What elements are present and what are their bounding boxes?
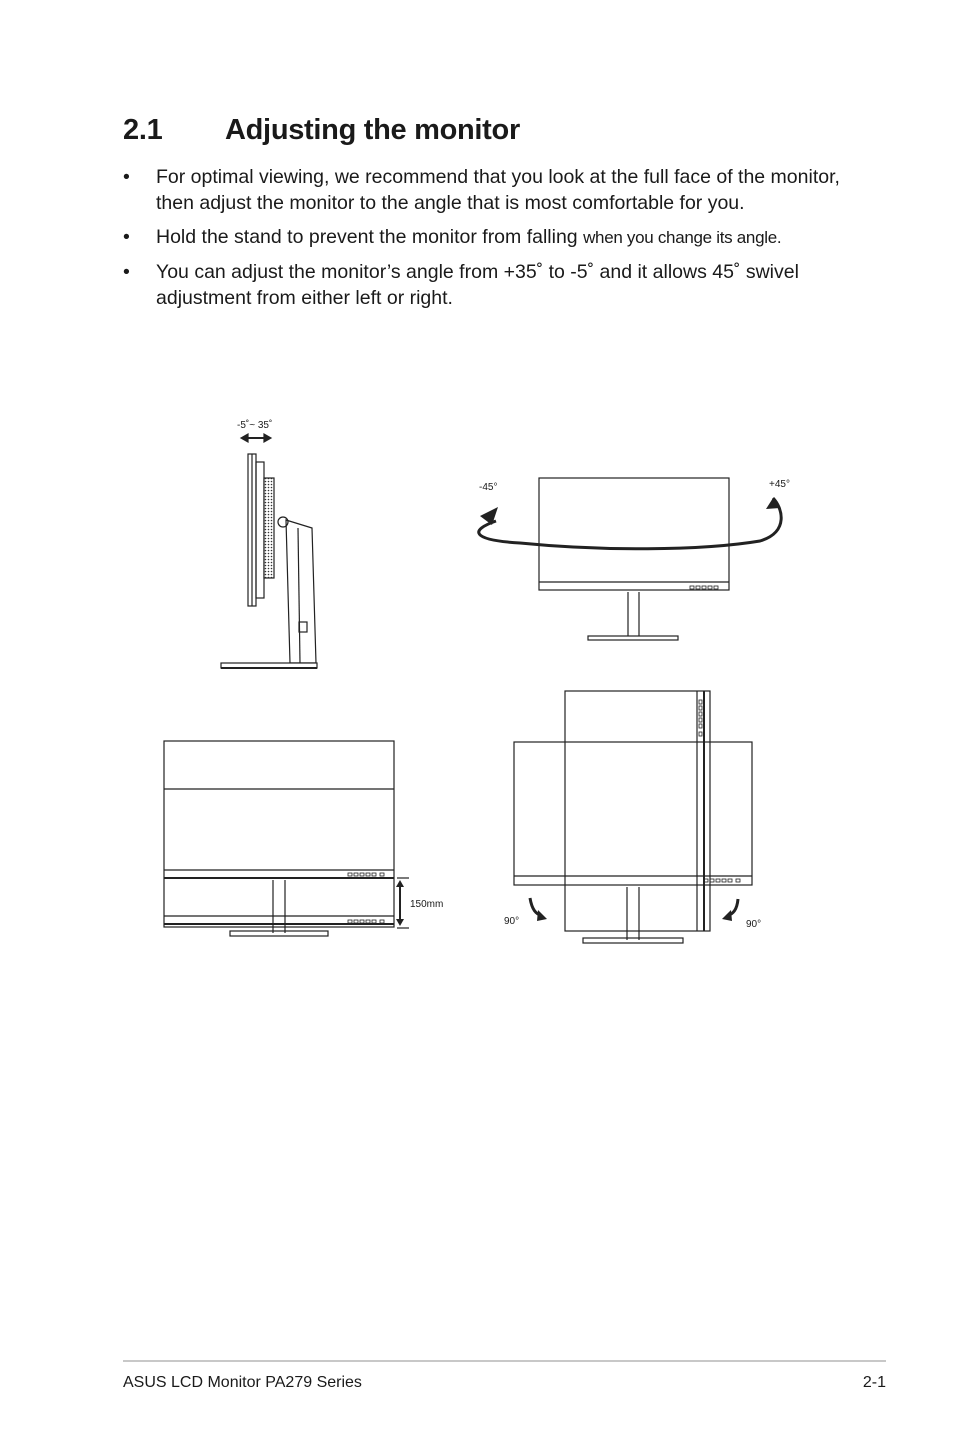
pivot-view [504,691,761,943]
control-buttons [699,700,740,882]
tilt-arrow-icon [241,434,271,442]
tilt-side-view [221,419,317,668]
section-title: Adjusting the monitor [225,114,520,146]
section-number: 2.1 [123,114,163,146]
footer-divider [123,1360,886,1362]
bullet-text: You can adjust the monitor’s angle from +35˚ to -5˚ and it allows 45˚ swivel adjustment from either left or right. [156,261,799,309]
swivel-right-label: +45° [769,479,790,490]
height-label: 150mm [410,899,444,910]
bullet-marker: • [123,166,130,188]
bullet-marker: • [123,226,130,248]
bullet-text: Hold the stand to prevent the monitor from falling [156,226,584,248]
bullet-text-small: when you change its angle. [583,228,782,247]
pivot-right-label: 90° [746,919,762,930]
height-arrow-icon [396,880,404,926]
bullet-marker: • [123,261,130,283]
control-buttons [690,586,718,589]
swivel-front-view [479,478,790,640]
footer-title: ASUS LCD Monitor PA279 Series [123,1374,362,1391]
swivel-left-label: -45° [479,482,498,493]
page-number: 2-1 [862,1374,886,1391]
pivot-left-label: 90° [504,916,520,927]
tilt-angle-label: -5˚~ 35˚ [237,420,273,431]
bullet-text: For optimal viewing, we recommend that you look at the full face of the monitor, then adjust the monitor to the angle that is most comfortable for you. [156,166,840,214]
height-adjustment-view [164,741,443,936]
